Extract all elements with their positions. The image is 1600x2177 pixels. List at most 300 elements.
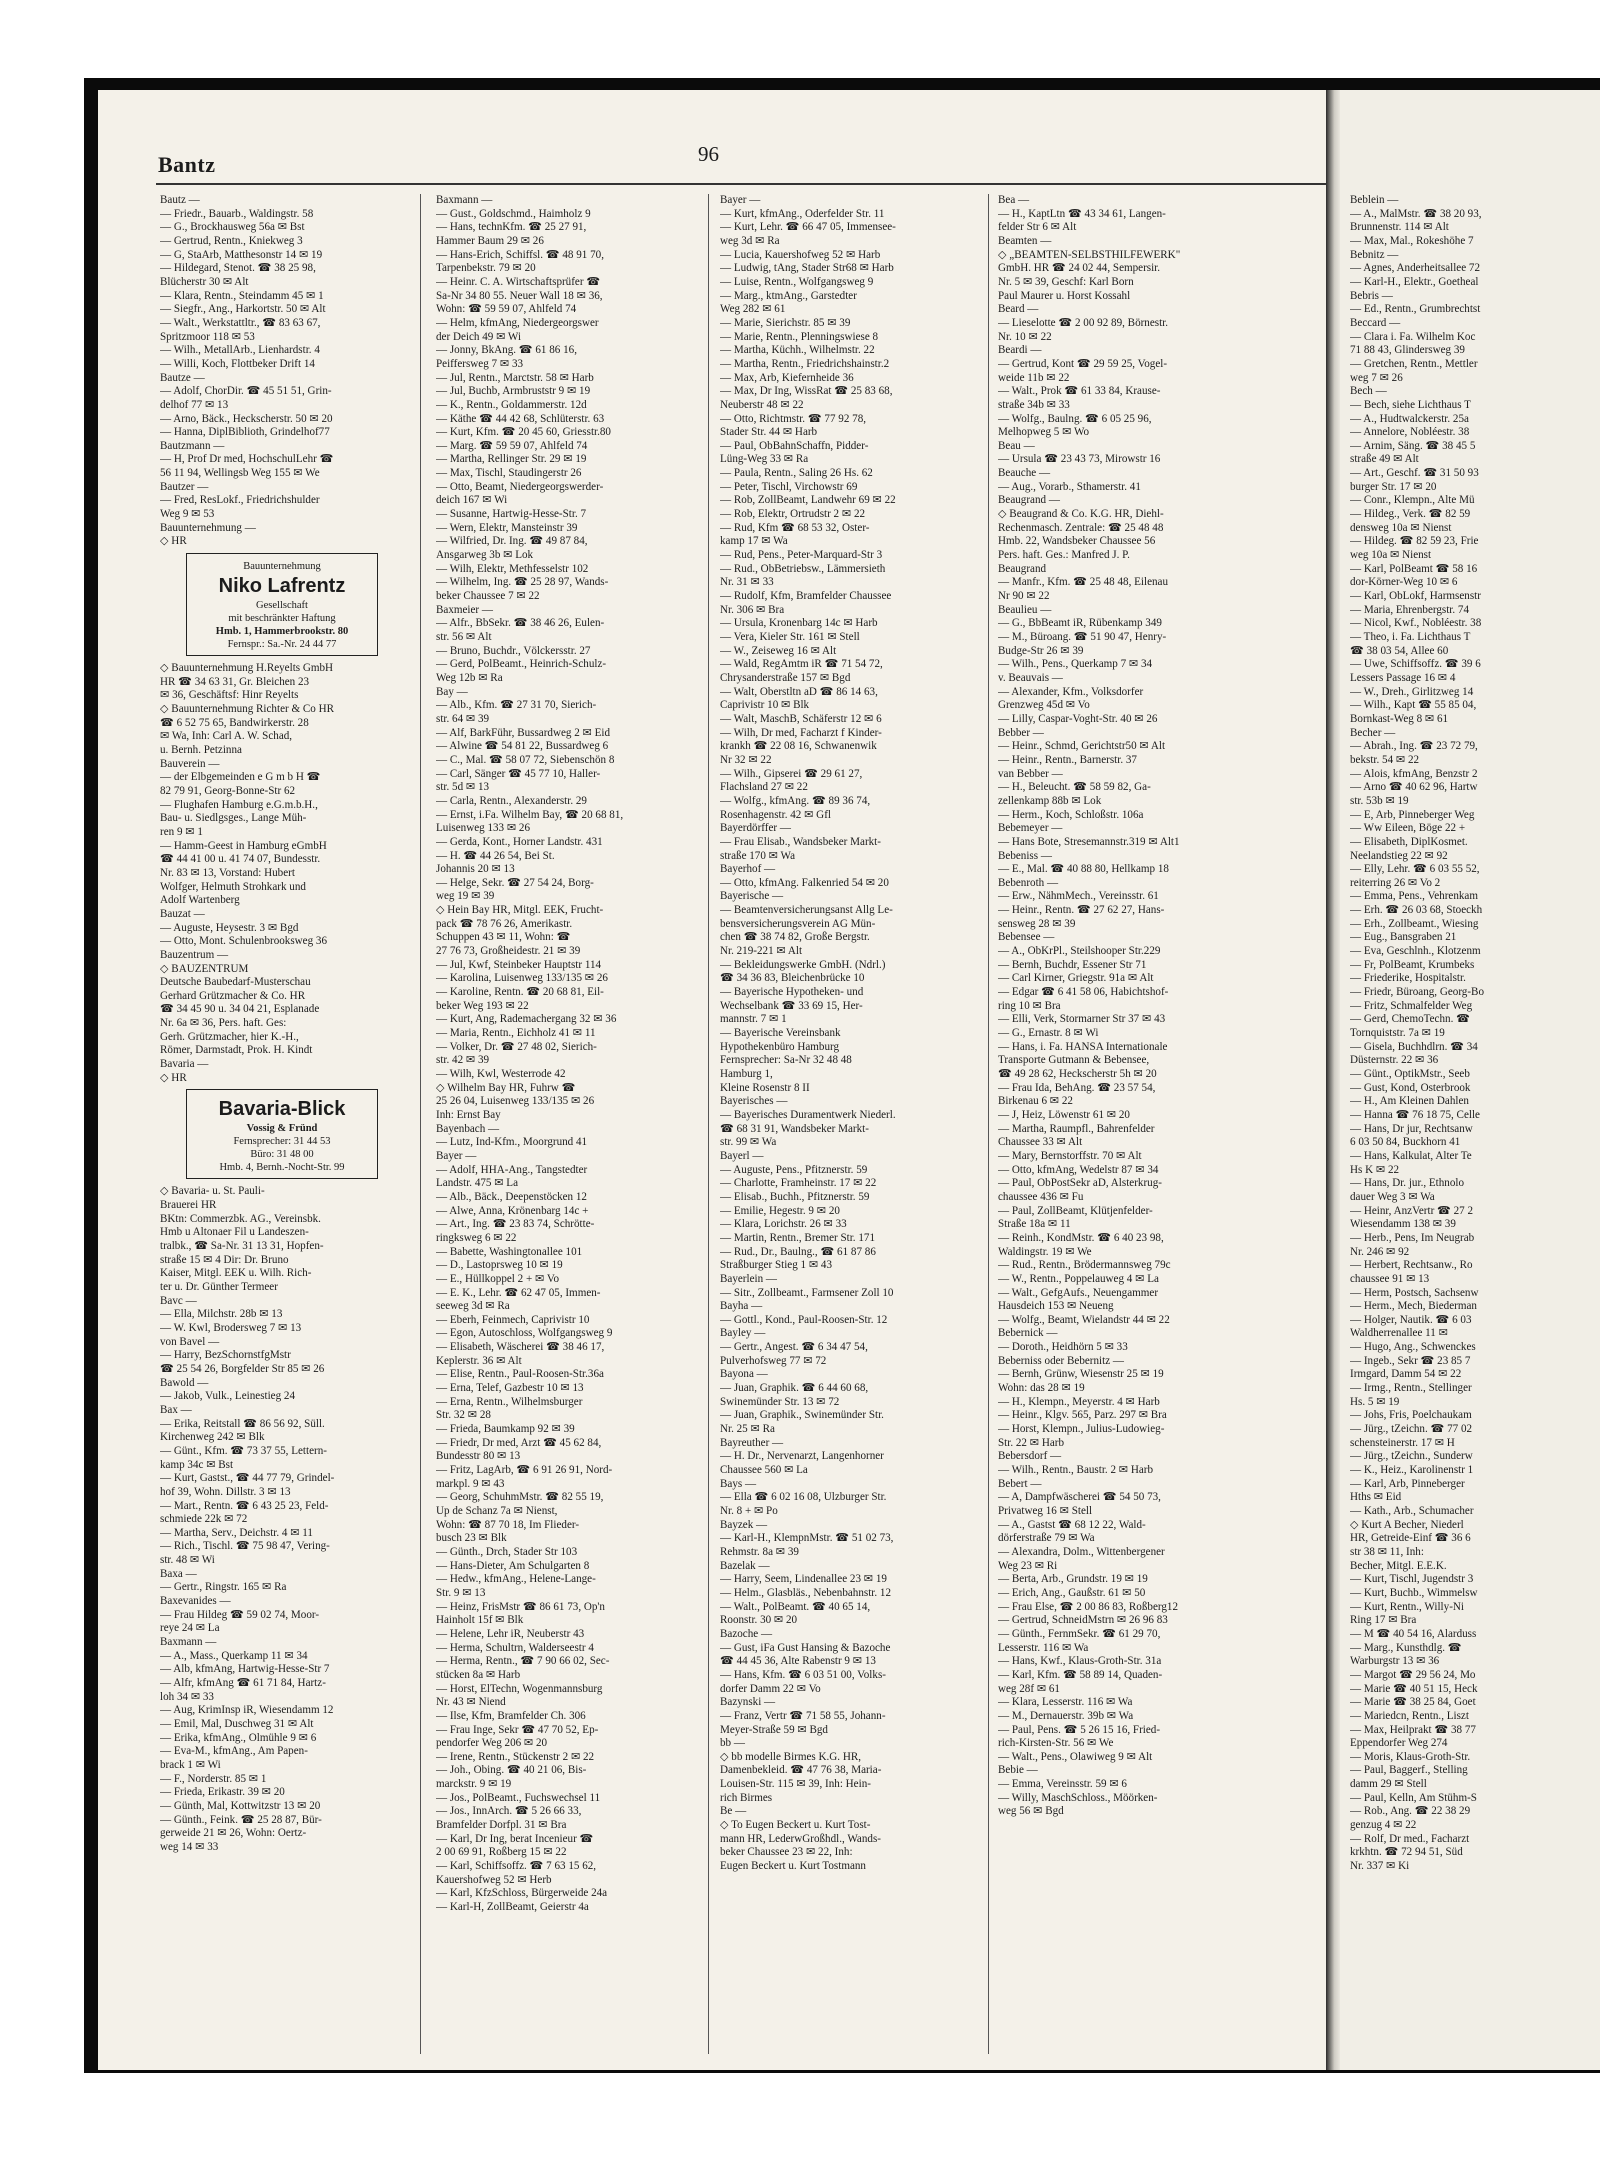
directory-entry-line: — W., Rentn., Poppelauweg 4 ✉ La: [998, 1272, 1159, 1285]
directory-entry-line: — Jos., InnArch. ☎ 5 26 66 33,: [436, 1805, 582, 1818]
directory-entry-line: Nr. 246 ✉ 92: [1350, 1245, 1410, 1258]
directory-entry-line: Swinemünder Str. 13 ✉ 72: [720, 1395, 840, 1408]
directory-entry-line: — Adolf, HHA-Ang., Tangstedter: [436, 1163, 588, 1176]
directory-entry-line: ◇ bb modelle Birmes K.G. HR,: [720, 1750, 862, 1763]
directory-entry-line: — Horst, ElTechn, Wogenmannsburg: [436, 1682, 603, 1695]
directory-entry-line: Bebenroth —: [998, 876, 1059, 889]
directory-entry-line: — Susanne, Hartwig-Hesse-Str. 7: [436, 508, 587, 521]
directory-entry-line: ter u. Dr. Günther Termeer: [160, 1281, 278, 1293]
directory-entry-line: GmbH. HR ☎ 24 02 44, Sempersir.: [998, 262, 1161, 275]
directory-entry-line: u. Bernh. Petzinna: [160, 744, 242, 756]
advertisement-box: [186, 553, 378, 656]
directory-entry-line: Bauzentrum —: [160, 948, 229, 961]
column-rule: [708, 194, 709, 2054]
directory-entry-line: — H., KaptLtn ☎ 43 34 61, Langen-: [998, 207, 1166, 220]
directory-entry-line: — Heinr., Rentn., Barnerstr. 37: [998, 753, 1137, 766]
directory-entry-line: — M., Büroang. ☎ 51 90 47, Henry-: [998, 631, 1167, 643]
directory-entry-line: — Emil, Mal, Duschweg 31 ✉ Alt: [160, 1718, 314, 1730]
directory-entry-line: str. 42 ✉ 39: [436, 1054, 490, 1067]
directory-entry-line: beker Chaussee 7 ✉ 22: [436, 590, 540, 603]
directory-entry-line: — Johs, Fris, Poelchaukam: [1350, 1409, 1472, 1422]
directory-entry-line: 6 03 50 84, Buckhorn 41: [1350, 1136, 1461, 1149]
directory-entry-line: — Erh. ☎ 26 03 68, Stoeckh: [1350, 904, 1483, 917]
directory-entry-line: — Holger, Nautik. ☎ 6 03: [1350, 1313, 1472, 1326]
directory-entry-line: — Herma, Schultrn, Walderseestr 4: [436, 1641, 594, 1654]
directory-entry-line: — Gerda, Kont., Horner Landstr. 431: [436, 835, 603, 848]
directory-entry-line: chaussee 436 ✉ Fu: [998, 1190, 1084, 1203]
directory-entry-line: — Bruno, Buchdr., Völckersstr. 27: [436, 644, 591, 657]
directory-entry-line: — Wilh., Pens., Querkamp 7 ✉ 34: [998, 658, 1153, 671]
directory-entry-line: — Fr, PolBeamt, Krumbeks: [1350, 958, 1475, 971]
directory-entry-line: genzug 4 ✉ 22: [1350, 1819, 1417, 1832]
directory-entry-line: — Annelore, Nobléestr. 38: [1350, 426, 1470, 439]
directory-entry-line: — E., Mal. ☎ 40 88 80, Hellkamp 18: [998, 863, 1169, 876]
directory-entry-line: rich Birmes: [720, 1791, 773, 1804]
directory-entry-line: Kirchenweg 242 ✉ Blk: [160, 1431, 265, 1444]
directory-entry-line: gerweide 21 ✉ 26, Wohn: Oertz-: [160, 1827, 307, 1840]
directory-entry-line: — Klara, Lesserstr. 116 ✉ Wa: [998, 1696, 1133, 1709]
directory-entry-line: — Gisela, Buchhdlrn. ☎ 34: [1350, 1040, 1478, 1053]
directory-entry-line: — Hans, Dr jur, Rechtsanw: [1350, 1122, 1473, 1135]
directory-entry-line: Warburgstr 13 ✉ 36: [1350, 1655, 1440, 1668]
directory-entry-line: — Otto, kfmAng. Falkenried 54 ✉ 20: [720, 876, 889, 889]
directory-entry-line: — Frau Ida, BehAng. ☎ 23 57 54,: [998, 1081, 1156, 1094]
book-gutter: [1326, 90, 1340, 2070]
directory-entry-line: — Rudolf, Kfm, Bramfelder Chaussee: [720, 590, 892, 603]
directory-entry-line: — J, Heiz, Löwenstr 61 ✉ 20: [998, 1108, 1130, 1121]
directory-entry-line: stücken 8a ✉ Harb: [436, 1668, 521, 1681]
directory-entry-line: — Hans-Erich, Schiffsl. ☎ 48 91 70,: [436, 248, 604, 261]
directory-entry-line: — A., MalMstr. ☎ 38 20 93,: [1350, 207, 1482, 220]
directory-entry-line: str. 99 ✉ Wa: [720, 1136, 777, 1149]
directory-entry-line: — Helm, kfmAng, Niedergeorgswer: [436, 316, 599, 329]
directory-entry-line: — Martha, Raumpfl., Bahrenfelder: [998, 1122, 1155, 1135]
directory-entry-line: Kauershofweg 52 ✉ Herb: [436, 1873, 552, 1886]
directory-entry-line: dor-Körner-Weg 10 ✉ 6: [1350, 576, 1458, 589]
directory-entry-line: Beau —: [998, 439, 1035, 452]
directory-entry-line: Bebnitz —: [1350, 248, 1399, 261]
directory-entry-line: 71 88 43, Glindersweg 39: [1350, 344, 1465, 357]
directory-entry-line: — C., Mal. ☎ 58 07 72, Siebenschön 8: [436, 753, 615, 766]
directory-entry-line: — Arno ☎ 40 62 96, Hartw: [1350, 781, 1478, 794]
directory-entry-line: — Erna, Rentn., Wilhelmsburger: [436, 1395, 583, 1408]
directory-entry-line: bekstr. 54 ✉ 22: [1350, 753, 1420, 766]
directory-entry-line: — Eug., Bansgraben 21: [1350, 931, 1457, 944]
directory-entry-line: ☎ 49 28 62, Heckscherstr 5h ✉ 20: [998, 1068, 1157, 1080]
directory-entry-line: Beberniss oder Bebernitz —: [998, 1354, 1125, 1367]
directory-entry-line: — Max, Mal., Rokeshöhe 7: [1350, 234, 1474, 247]
directory-entry-line: busch 23 ✉ Blk: [436, 1532, 507, 1545]
directory-entry-line: Meyer-Straße 59 ✉ Bgd: [720, 1723, 828, 1736]
directory-entry-line: Paul Maurer u. Horst Kossahl: [998, 289, 1131, 302]
directory-entry-line: ren 9 ✉ 1: [160, 825, 203, 838]
directory-entry-line: rich-Kirsten-Str. 56 ✉ We: [998, 1737, 1114, 1750]
directory-entry-line: — Karl-H., KlempnMstr. ☎ 51 02 73,: [720, 1532, 894, 1545]
directory-entry-line: — Georg, SchuhmMstr. ☎ 82 55 19,: [436, 1491, 604, 1504]
directory-entry-line: Rosenhagenstr. 42 ✉ Gfl: [720, 808, 831, 821]
directory-entry-line: Bavc —: [160, 1294, 197, 1307]
directory-entry-line: mann HR, LederwGroßhdl., Wands-: [720, 1832, 881, 1845]
directory-entry-line: — Elly, Lehr. ☎ 6 03 55 52,: [1350, 863, 1480, 876]
directory-entry-line: Bauzat —: [160, 907, 205, 920]
directory-entry-line: — A., ObKrPl., Steilshooper Str.229: [998, 945, 1161, 958]
directory-entry-line: Str. 32 ✉ 28: [436, 1409, 491, 1422]
directory-entry-line: — Alf, BarkFühr, Bussardweg 2 ✉ Eid: [436, 726, 611, 739]
directory-entry-line: — Kurt, kfmAng., Oderfelder Str. 11: [720, 207, 885, 220]
directory-entry-line: — Rud., Dr., Baulng., ☎ 61 87 86: [720, 1245, 876, 1258]
directory-entry-line: Kaiser, Mitgl. EEK u. Wilh. Rich-: [160, 1267, 312, 1280]
directory-entry-line: — Rud, Kfm ☎ 68 53 32, Oster-: [720, 521, 870, 534]
directory-entry-line: — Wolfg., Beamt, Wielandstr 44 ✉ 22: [998, 1313, 1170, 1326]
directory-entry-line: bb —: [720, 1737, 745, 1750]
directory-entry-line: Bazynski —: [720, 1696, 776, 1709]
directory-entry-line: Bayerhof —: [720, 863, 776, 876]
directory-entry-line: Gerh. Grützmacher, hier K.-H.,: [160, 1030, 299, 1043]
directory-entry-line: — Marg., ktmAng., Garstedter: [720, 289, 857, 302]
directory-entry-line: — Paul, ObPostSekr aD, Alsterkrug-: [998, 1177, 1162, 1190]
directory-entry-line: — Günth., Feink. ☎ 25 28 87, Bür-: [160, 1813, 322, 1826]
directory-entry-line: — Alwe, Anna, Krönenbarg 14c +: [436, 1204, 589, 1217]
directory-entry-line: Hamburg 1,: [720, 1068, 773, 1080]
directory-entry-line: — Elisab., Buchh., Pfitznerstr. 59: [720, 1190, 870, 1203]
directory-entry-line: — Walt., Prok ☎ 61 33 84, Krause-: [998, 385, 1161, 398]
directory-entry-line: — Marg., Kunsthdlg. ☎: [1350, 1641, 1462, 1654]
directory-entry-line: — Max, Tischl, Staudingerstr 26: [436, 467, 582, 480]
directory-entry-line: — Heinr., Rentn. ☎ 27 62 27, Hans-: [998, 904, 1165, 917]
directory-entry-line: — Emma, Pens., Vehrenkam: [1350, 890, 1478, 903]
directory-entry-line: burger Str. 17 ✉ 20: [1350, 480, 1437, 493]
directory-entry-line: — H., Am Kleinen Dahlen: [1350, 1095, 1469, 1108]
directory-entry-line: marckstr. 9 ✉ 19: [436, 1778, 512, 1791]
directory-entry-line: — Moris, Klaus-Groth-Str.: [1350, 1750, 1471, 1763]
directory-entry-line: Bautzer —: [160, 480, 209, 493]
directory-entry-line: felder Str 6 ✉ Alt: [998, 221, 1077, 234]
directory-entry-line: — Alfr., BbSekr. ☎ 38 46 26, Eulen-: [436, 617, 605, 630]
directory-entry-line: weg 10a ✉ Nienst: [1350, 549, 1432, 562]
directory-entry-line: Schuppen 43 ✉ 11, Wohn: ☎: [436, 931, 571, 944]
directory-entry-line: 56 11 94, Wellingsb Weg 155 ✉ We: [160, 467, 320, 480]
directory-entry-line: 82 79 91, Georg-Bonne-Str 62: [160, 784, 296, 797]
listing-column-4: [998, 194, 1298, 1819]
directory-entry-line: ☎ 34 36 83, Bleichenbrücke 10: [720, 972, 865, 985]
directory-entry-line: — Sitr., Zollbeamt., Farmsener Zoll 10: [720, 1286, 894, 1299]
directory-entry-line: Landstr. 475 ✉ La: [436, 1177, 519, 1190]
directory-entry-line: — Gerd, PolBeamt., Heinrich-Schulz-: [436, 658, 607, 671]
directory-entry-line: Bax —: [160, 1403, 192, 1416]
directory-entry-line: Privatweg 16 ✉ Stell: [998, 1505, 1093, 1517]
directory-entry-line: — Ww Eileen, Böge 22 +: [1350, 822, 1466, 835]
directory-entry-line: Becher, Mitgl. E.E.K.: [1350, 1559, 1447, 1572]
directory-entry-line: — Alfr, kfmAng ☎ 61 71 84, Hartz-: [160, 1677, 326, 1690]
directory-entry-line: — Paul, Kelln, Am Stühm-S: [1350, 1791, 1477, 1804]
directory-entry-line: — Franz, Vertr ☎ 71 58 55, Johann-: [720, 1709, 886, 1722]
directory-entry-line: — Wilfried, Dr. Ing. ☎ 49 87 84,: [436, 535, 588, 548]
ad-text: Bauunternehmung: [243, 561, 321, 573]
directory-entry-line: — Gertrud, Kont ☎ 29 59 25, Vogel-: [998, 357, 1168, 370]
ad-text: Hmb. 1, Hammerbrookstr. 80: [215, 626, 349, 638]
directory-entry-line: sensweg 28 ✉ 39: [998, 917, 1076, 930]
directory-entry-line: — A., Gastst ☎ 68 12 22, Wald-: [998, 1518, 1146, 1531]
directory-entry-line: Bebert —: [998, 1477, 1042, 1490]
directory-entry-line: Weg 9 ✉ 53: [160, 508, 215, 521]
directory-entry-line: Wohn: ☎ 59 59 07, Ahlfeld 74: [436, 303, 577, 316]
directory-entry-line: Bayerl —: [720, 1149, 764, 1162]
directory-entry-line: ◇ Wilhelm Bay HR, Fuhrw ☎: [436, 1081, 576, 1094]
directory-entry-line: — Carl Kirner, Griegstr. 91a ✉ Alt: [998, 972, 1154, 985]
directory-entry-line: Bays —: [720, 1477, 757, 1490]
directory-entry-line: — Helene, Lehr iR, Neuberstr 43: [436, 1627, 585, 1640]
directory-entry-line: ◇ „BEAMTEN-SELBSTHILFEWERK": [998, 248, 1181, 261]
directory-entry-line: — Aug., Vorarb., Sthamerstr. 41: [998, 480, 1141, 493]
directory-entry-line: — Erna, Telef, Gazbestr 10 ✉ 13: [436, 1382, 584, 1395]
directory-entry-line: — E., Hüllkoppel 2 + ✉ Vo: [436, 1272, 559, 1285]
ad-text: Hmb. 4, Bernh.-Nocht-Str. 99: [219, 1162, 345, 1174]
directory-entry-line: reiterring 26 ✉ Vo 2: [1350, 876, 1441, 889]
directory-entry-line: — Klara, Lorichstr. 26 ✉ 33: [720, 1218, 847, 1231]
directory-entry-line: — Max, Heilprakt ☎ 38 77: [1350, 1723, 1476, 1736]
directory-entry-line: — Wilh, Kwl, Westerrode 42: [436, 1068, 566, 1080]
directory-entry-line: kamp 34c ✉ Bst: [160, 1458, 234, 1471]
directory-entry-line: — Hans, i. Fa. HANSA Internationale: [998, 1040, 1168, 1053]
directory-entry-line: Hs K ✉ 22: [1350, 1163, 1400, 1176]
directory-entry-line: — Mary, Bernstorffstr. 70 ✉ Alt: [998, 1149, 1142, 1162]
directory-entry-line: — Harry, BezSchornstfgMstr: [160, 1349, 291, 1362]
directory-entry-line: — Paula, Rentn., Saling 26 Hs. 62: [720, 467, 873, 480]
directory-entry-line: — Erika, Reitstall ☎ 86 56 92, Süll.: [160, 1417, 325, 1430]
directory-entry-line: — Heinr., Schmd, Gerichtstr50 ✉ Alt: [998, 740, 1166, 753]
directory-entry-line: Budge-Str 26 ✉ 39: [998, 644, 1084, 657]
directory-entry-line: — Abrah., Ing. ☎ 23 72 79,: [1350, 740, 1478, 753]
directory-entry-line: Hypothekenbüro Hamburg: [720, 1040, 840, 1053]
directory-entry-line: — Irene, Rentn., Stückenstr 2 ✉ 22: [436, 1750, 595, 1763]
directory-entry-line: str. 56 ✉ Alt: [436, 631, 492, 643]
directory-entry-line: — Lieselotte ☎ 2 00 92 89, Börnestr.: [998, 316, 1169, 329]
directory-entry-line: — Hanna ☎ 76 18 75, Celle: [1350, 1108, 1480, 1121]
directory-entry-line: — Ed., Rentn., Grumbrechtst: [1350, 303, 1481, 316]
directory-entry-line: Nr. 337 ✉ Ki: [1350, 1860, 1410, 1873]
directory-entry-line: — Gottl., Kond., Paul-Roosen-Str. 12: [720, 1313, 888, 1326]
directory-entry-line: — Hugo, Ang., Schwenckes: [1350, 1341, 1476, 1354]
directory-entry-line: Ring 17 ✉ Bra: [1350, 1614, 1417, 1627]
directory-entry-line: — Marie ☎ 38 25 84, Goet: [1350, 1696, 1476, 1709]
directory-entry-line: Bundesstr 80 ✉ 13: [436, 1450, 521, 1463]
directory-entry-line: krankh ☎ 22 08 16, Schwanenwik: [720, 740, 877, 753]
ad-text: mit beschränkter Haftung: [228, 613, 336, 625]
directory-entry-line: — Gust, iFa Gust Hansing & Bazoche: [720, 1641, 891, 1654]
directory-entry-line: Bech —: [1350, 385, 1387, 398]
directory-entry-line: — Flughafen Hamburg e.G.m.b.H.,: [160, 798, 318, 811]
directory-entry-line: pendorfer Weg 206 ✉ 20: [436, 1737, 548, 1750]
directory-entry-line: Beard —: [998, 303, 1039, 316]
directory-entry-line: Inh: Ernst Bay: [436, 1108, 501, 1121]
directory-entry-line: — Siegfr., Ang., Harkortstr. 50 ✉ Alt: [160, 303, 326, 316]
directory-entry-line: Hs. 5 ✉ 19: [1350, 1395, 1400, 1408]
directory-entry-line: — Herm., Mech, Biederman: [1350, 1300, 1477, 1313]
directory-entry-line: Kleine Rosenstr 8 II: [720, 1081, 810, 1094]
directory-entry-line: — Agnes, Anderheitsallee 72: [1350, 262, 1481, 275]
directory-entry-line: damm 29 ✉ Stell: [1350, 1778, 1427, 1791]
directory-entry-line: — Martha, Serv., Deichstr. 4 ✉ 11: [160, 1526, 313, 1539]
directory-entry-line: — Heinz, FrisMstr ☎ 86 61 73, Op'n: [436, 1600, 605, 1613]
directory-entry-line: Roonstr. 30 ✉ 20: [720, 1614, 798, 1627]
directory-entry-line: Straße 18a ✉ 11: [998, 1218, 1071, 1231]
directory-entry-line: — Alb, kfmAng, Hartwig-Hesse-Str 7: [160, 1663, 330, 1676]
directory-entry-line: — Herb., Pens, Im Neugrab: [1350, 1231, 1475, 1244]
directory-entry-line: — Rob, ZollBeamt, Landwehr 69 ✉ 22: [720, 494, 896, 507]
directory-entry-line: Tornquiststr. 7a ✉ 19: [1350, 1027, 1445, 1040]
directory-entry-line: Wohn: das 28 ✉ 19: [998, 1382, 1085, 1395]
directory-entry-line: ◇ BAUZENTRUM: [160, 962, 249, 975]
directory-entry-line: — Walt, MaschB, Schäferstr 12 ✉ 6: [720, 712, 882, 725]
listing-column-1: [160, 194, 400, 1855]
directory-entry-line: — Arnim, Säng. ☎ 38 45 5: [1350, 439, 1476, 452]
directory-entry-line: Irmgard, Damm 54 ✉ 22: [1350, 1368, 1462, 1381]
directory-entry-line: weg 3d ✉ Ra: [720, 234, 780, 247]
listing-column-3: [720, 194, 980, 1874]
directory-entry-line: Baxmeier —: [436, 603, 493, 616]
directory-entry-line: Bebris —: [1350, 289, 1393, 302]
directory-entry-line: ☎ 68 31 91, Wandsbeker Markt-: [720, 1122, 869, 1135]
directory-entry-line: — H. ☎ 44 26 54, Bei St.: [436, 849, 555, 862]
directory-entry-line: Chaussee 560 ✉ La: [720, 1464, 808, 1477]
directory-entry-line: Bauverein —: [160, 757, 220, 770]
directory-entry-line: — Marie, Sierichstr. 85 ✉ 39: [720, 316, 851, 329]
directory-entry-line: — Jakob, Vulk., Leinestieg 24: [160, 1390, 296, 1403]
directory-entry-line: Johannis 20 ✉ 13: [436, 863, 515, 876]
ad-text: Büro: 31 48 00: [250, 1149, 314, 1161]
directory-entry-line: — Bekleidungswerke GmbH. (Ndrl.): [720, 958, 886, 971]
directory-entry-line: — Conr., Klempn., Alte Mü: [1350, 494, 1475, 507]
directory-entry-line: — A., Hudtwalckerstr. 25a: [1350, 412, 1469, 425]
directory-entry-line: Nr. 219-221 ✉ Alt: [720, 945, 803, 958]
directory-entry-line: — Mariedcn, Rentn., Liszt: [1350, 1709, 1469, 1722]
directory-entry-line: v. Beauvais —: [998, 671, 1063, 684]
directory-entry-line: — H. Dr., Nervenarzt, Langenhorner: [720, 1450, 884, 1463]
directory-entry-line: Weg 12b ✉ Ra: [436, 671, 503, 684]
directory-entry-line: — Max, Arb, Kiefernheide 36: [720, 371, 854, 384]
directory-entry-line: ☎ 44 45 36, Alte Rabenstr 9 ✉ 13: [720, 1655, 876, 1668]
directory-entry-line: — Wilhelm, Ing. ☎ 25 28 97, Wands-: [436, 576, 609, 589]
directory-entry-line: Bornkast-Weg 8 ✉ 61: [1350, 712, 1449, 725]
directory-entry-line: chaussee 91 ✉ 13: [1350, 1272, 1430, 1285]
column-rule: [988, 194, 989, 2054]
directory-entry-line: Hths ✉ Eid: [1350, 1491, 1402, 1504]
directory-entry-line: — Günth, Mal, Kottwitzstr 13 ✉ 20: [160, 1799, 321, 1812]
directory-entry-line: — M., Dernauerstr. 39b ✉ Wa: [998, 1709, 1134, 1722]
directory-entry-line: Bawold —: [160, 1376, 209, 1389]
directory-entry-line: — Carla, Rentn., Alexanderstr. 29: [436, 794, 587, 807]
directory-entry-line: — Alexandra, Dolm., Wittenbergener: [998, 1545, 1165, 1558]
directory-entry-line: — Maria, Rentn., Eichholz 41 ✉ 11: [436, 1027, 596, 1040]
directory-entry-line: — Rob, Elektr, Ortrudstr 2 ✉ 22: [720, 508, 866, 521]
directory-entry-line: — Elise, Rentn., Paul-Roosen-Str.36a: [436, 1368, 604, 1381]
directory-entry-line: — Fred, ResLokf., Friedrichshulder: [160, 494, 320, 507]
directory-entry-line: schensteinerstr. 17 ✉ H: [1350, 1436, 1455, 1449]
directory-entry-line: Lesserstr. 116 ✉ Wa: [998, 1641, 1089, 1654]
directory-entry-line: Birkenau 6 ✉ 22: [998, 1095, 1073, 1108]
directory-entry-line: — Klara, Rentn., Steindamm 45 ✉ 1: [160, 289, 324, 302]
directory-entry-line: — Heinr, AnzVertr ☎ 27 2: [1350, 1204, 1474, 1217]
directory-entry-line: — Adolf, ChorDir. ☎ 45 51 51, Grin-: [160, 385, 332, 398]
directory-entry-line: Bayer —: [436, 1149, 477, 1162]
directory-entry-line: — Wilh., Gipserei ☎ 29 61 27,: [720, 767, 863, 780]
directory-entry-line: — Jürg., tZeichn. ☎ 77 02: [1350, 1423, 1473, 1436]
directory-entry-line: — Karl, Schiffsoffz. ☎ 7 63 15 62,: [436, 1860, 597, 1873]
directory-entry-line: beker Weg 193 ✉ 22: [436, 999, 529, 1012]
directory-entry-line: — D., Lastoprsweg 10 ✉ 19: [436, 1259, 563, 1272]
directory-entry-line: — Ursula, Kronenbarg 14c ✉ Harb: [720, 617, 878, 630]
directory-entry-line: — Herm., Koch, Schloßstr. 106a: [998, 808, 1144, 821]
directory-entry-line: — Hans-Dieter, Am Schulgarten 8: [436, 1559, 590, 1572]
facing-page-edge: [1340, 90, 1600, 2070]
directory-entry-line: — Elli, Verk, Stormarner Str 37 ✉ 43: [998, 1013, 1166, 1026]
directory-entry-line: dauer Weg 3 ✉ Wa: [1350, 1190, 1435, 1203]
directory-entry-line: Sa-Nr 34 80 55. Neuer Wall 18 ✉ 36,: [436, 289, 603, 302]
directory-entry-line: — Auguste, Pens., Pfitznerstr. 59: [720, 1163, 868, 1176]
directory-entry-line: Nr. 306 ✉ Bra: [720, 603, 785, 616]
directory-entry-line: — Friederike, Hospitalstr.: [1350, 972, 1466, 985]
directory-entry-line: Nr 32 ✉ 22: [720, 753, 772, 766]
directory-entry-line: — Margot ☎ 29 56 24, Mo: [1350, 1668, 1476, 1681]
directory-entry-line: — Jul, Buchb, Armbruststr 9 ✉ 19: [436, 385, 591, 398]
directory-entry-line: — Horst, Klempn., Julius-Ludowieg-: [998, 1423, 1165, 1436]
directory-entry-line: Pers. haft. Ges.: Manfred J. P.: [998, 549, 1130, 562]
directory-entry-line: Louisen-Str. 115 ✉ 39, Inh: Hein-: [720, 1778, 871, 1791]
directory-entry-line: str. 64 ✉ 39: [436, 712, 490, 725]
directory-entry-line: Nr. 31 ✉ 33: [720, 576, 774, 589]
directory-entry-line: — Charlotte, Framheinstr. 17 ✉ 22: [720, 1177, 877, 1190]
directory-entry-line: ringksweg 6 ✉ 22: [436, 1231, 517, 1244]
directory-entry-line: — Edgar ☎ 6 41 58 06, Habichtshof-: [998, 986, 1169, 999]
directory-entry-line: — Bernh, Buchdr, Essener Str 71: [998, 958, 1147, 971]
directory-entry-line: — Hildegard, Stenot. ☎ 38 25 98,: [160, 262, 316, 275]
directory-entry-line: — Vera, Kieler Str. 161 ✉ Stell: [720, 631, 860, 643]
directory-entry-line: Bay —: [436, 685, 468, 698]
directory-entry-line: Lüng-Weg 33 ✉ Ra: [720, 453, 809, 466]
directory-entry-line: delhof 77 ✉ 13: [160, 398, 229, 411]
directory-page: [98, 90, 1326, 2070]
directory-entry-line: Beaugrand —: [998, 494, 1060, 507]
directory-entry-line: Hausdeich 153 ✉ Neueng: [998, 1300, 1114, 1313]
directory-entry-line: Hmb u Altonaer Fil u Landeszen-: [160, 1226, 309, 1239]
directory-entry-line: Hmb. 22, Wandsbeker Chaussee 56: [998, 535, 1156, 548]
directory-entry-line: — H., Klempn., Meyerstr. 4 ✉ Harb: [998, 1395, 1160, 1408]
directory-entry-line: straße 34b ✉ 33: [998, 398, 1070, 411]
directory-entry-line: — Gertr., Ringstr. 165 ✉ Ra: [160, 1581, 287, 1594]
directory-entry-line: Beamten —: [998, 234, 1052, 247]
directory-entry-line: — der Elbgemeinden e G m b H ☎: [160, 771, 321, 784]
directory-entry-line: Brunnenstr. 114 ✉ Alt: [1350, 221, 1449, 234]
directory-entry-line: — Lutz, Ind-Kfm., Moorgrund 41: [436, 1136, 588, 1149]
directory-entry-line: — Alois, kfmAng, Benzstr 2: [1350, 767, 1478, 780]
directory-entry-line: Fernsprecher: Sa-Nr 32 48 48: [720, 1054, 852, 1067]
directory-entry-line: weg 56 ✉ Bgd: [998, 1805, 1064, 1818]
directory-entry-line: — G., Ernastr. 8 ✉ Wi: [998, 1027, 1099, 1040]
directory-entry-line: — Hedw., kfmAng., Helene-Lange-: [436, 1573, 596, 1586]
directory-entry-line: krkhtn. ☎ 72 94 51, Süd: [1350, 1846, 1463, 1859]
directory-entry-line: — Kurt, Lehr. ☎ 66 47 05, Immensee-: [720, 221, 896, 234]
directory-entry-line: ◇ Kurt A Becher, Niederl: [1350, 1518, 1464, 1531]
directory-entry-line: Rehmstr. 8a ✉ 39: [720, 1545, 799, 1558]
directory-entry-line: — Hildeg. ☎ 82 59 23, Frie: [1350, 535, 1479, 548]
directory-entry-line: — Rud., ObBetriebsw., Lämmersieth: [720, 562, 886, 575]
directory-entry-line: — Bayerische Hypotheken- und: [720, 986, 864, 999]
directory-entry-line: — Kurt, Ang, Rademachergang 32 ✉ 36: [436, 1013, 617, 1026]
directory-entry-line: — Walt., GefgAufs., Neuengammer: [998, 1286, 1159, 1299]
directory-entry-line: — E. K., Lehr. ☎ 62 47 05, Immen-: [436, 1286, 601, 1299]
directory-entry-line: str. 53b ✉ 19: [1350, 794, 1409, 807]
ad-title: Niko Lafrentz: [218, 575, 346, 598]
